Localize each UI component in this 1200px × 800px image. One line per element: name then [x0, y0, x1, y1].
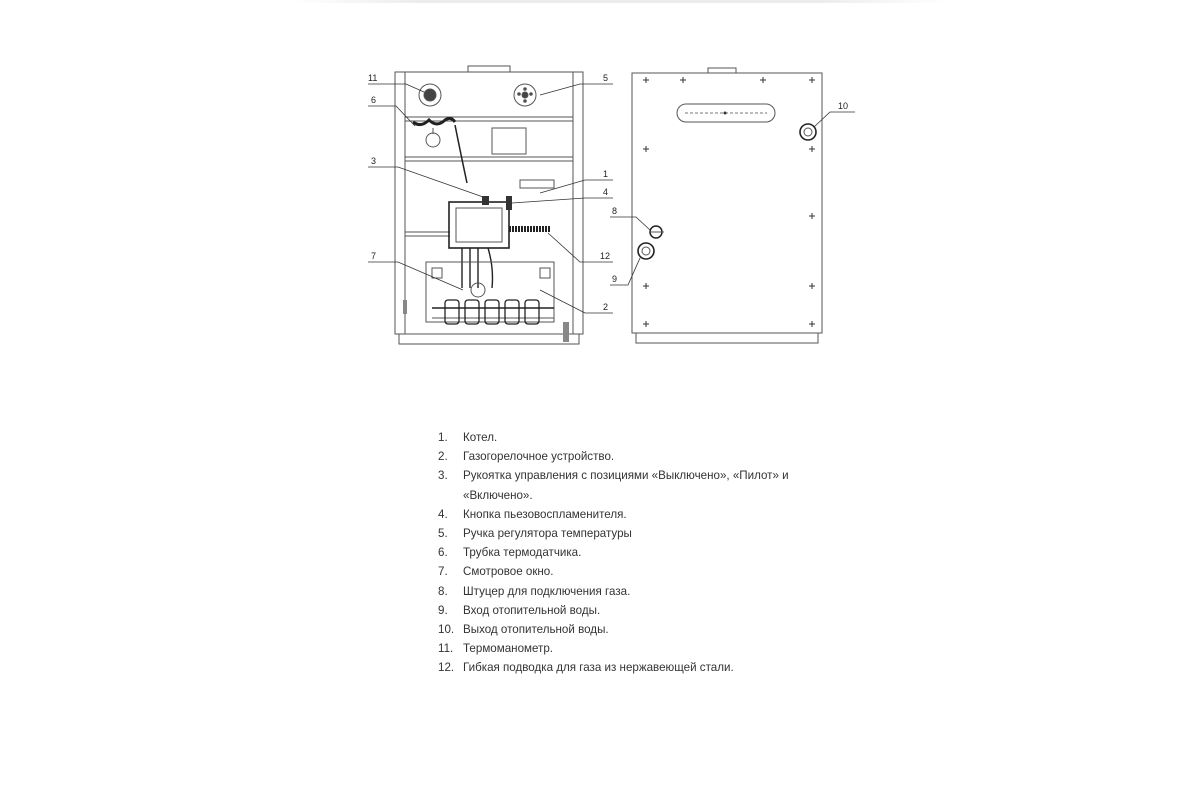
callout-4: 4	[603, 187, 609, 197]
legend-number: 5.	[438, 527, 448, 541]
callout-9: 9	[612, 274, 618, 284]
legend-number: 10.	[438, 623, 455, 637]
legend-text: Ручка регулятора температуры	[463, 527, 632, 541]
gas-valve-assembly	[449, 180, 554, 297]
legend-number: 2.	[438, 450, 448, 464]
legend-item	[438, 639, 858, 658]
callout-labels	[368, 73, 848, 312]
legend-text: Вход отопительной воды.	[463, 603, 601, 617]
legend-text: Трубка термодатчика.	[463, 546, 582, 560]
callout-11: 11	[368, 73, 378, 83]
legend-text: Котел.	[463, 431, 498, 444]
legend-text: Термоманометр.	[463, 642, 554, 656]
legend-number: 3.	[438, 469, 448, 483]
gas-fitting	[650, 226, 664, 238]
legend-item	[438, 505, 858, 524]
legend-item	[438, 428, 858, 447]
callout-1: 1	[603, 169, 609, 179]
legend-number: 6.	[438, 546, 448, 560]
legend-number: 1.	[438, 431, 448, 444]
legend-number: 11.	[438, 642, 454, 656]
side-body	[632, 73, 822, 333]
legend-number: 7.	[438, 565, 448, 579]
callout-2: 2	[603, 302, 609, 312]
legend-item	[438, 620, 858, 639]
thermomanometer	[419, 84, 441, 106]
legend-text: Выход отопительной воды.	[463, 623, 609, 637]
legend-item	[438, 601, 858, 620]
callout-5: 5	[603, 73, 609, 83]
callout-8: 8	[612, 206, 618, 216]
callout-10: 10	[838, 101, 849, 111]
sensor-tube	[413, 118, 467, 183]
front-view	[368, 66, 613, 344]
water-inlet-port	[638, 243, 654, 259]
legend-number: 9.	[438, 603, 448, 617]
rivets	[643, 77, 815, 327]
callout-3: 3	[371, 156, 377, 166]
legend-item	[438, 658, 858, 677]
legend-item	[438, 447, 858, 466]
legend-number: 8.	[438, 584, 448, 598]
window-rect	[492, 128, 526, 154]
legend-text: Газогорелочное устройство.	[463, 450, 615, 464]
water-outlet-port	[800, 124, 816, 140]
legend-text: Гибкая подводка для газа из нержавеющей стали.	[463, 661, 734, 675]
legend-item	[438, 562, 858, 581]
flue-slot	[677, 104, 775, 122]
legend-item	[438, 466, 858, 504]
legend-number: 12.	[438, 661, 455, 675]
side-view	[610, 68, 855, 343]
temperature-regulator-knob	[514, 84, 536, 106]
legend-text: Штуцер для подключения газа.	[463, 584, 631, 598]
legend-text: Рукоятка управления с позициями «Выключено», «Пилот» и «Включено».	[463, 469, 789, 502]
legend-item	[438, 582, 858, 601]
legend-text: Кнопка пьезовоспламенителя.	[463, 507, 627, 521]
legend-number: 4.	[438, 507, 448, 521]
legend-item	[438, 543, 858, 562]
burner-unit	[426, 262, 554, 324]
legend-item	[438, 524, 858, 543]
callout-7: 7	[371, 251, 377, 261]
callout-6: 6	[371, 95, 377, 105]
legend-text: Смотровое окно.	[463, 565, 554, 579]
legend-list	[438, 428, 858, 678]
callout-12: 12	[600, 251, 611, 261]
